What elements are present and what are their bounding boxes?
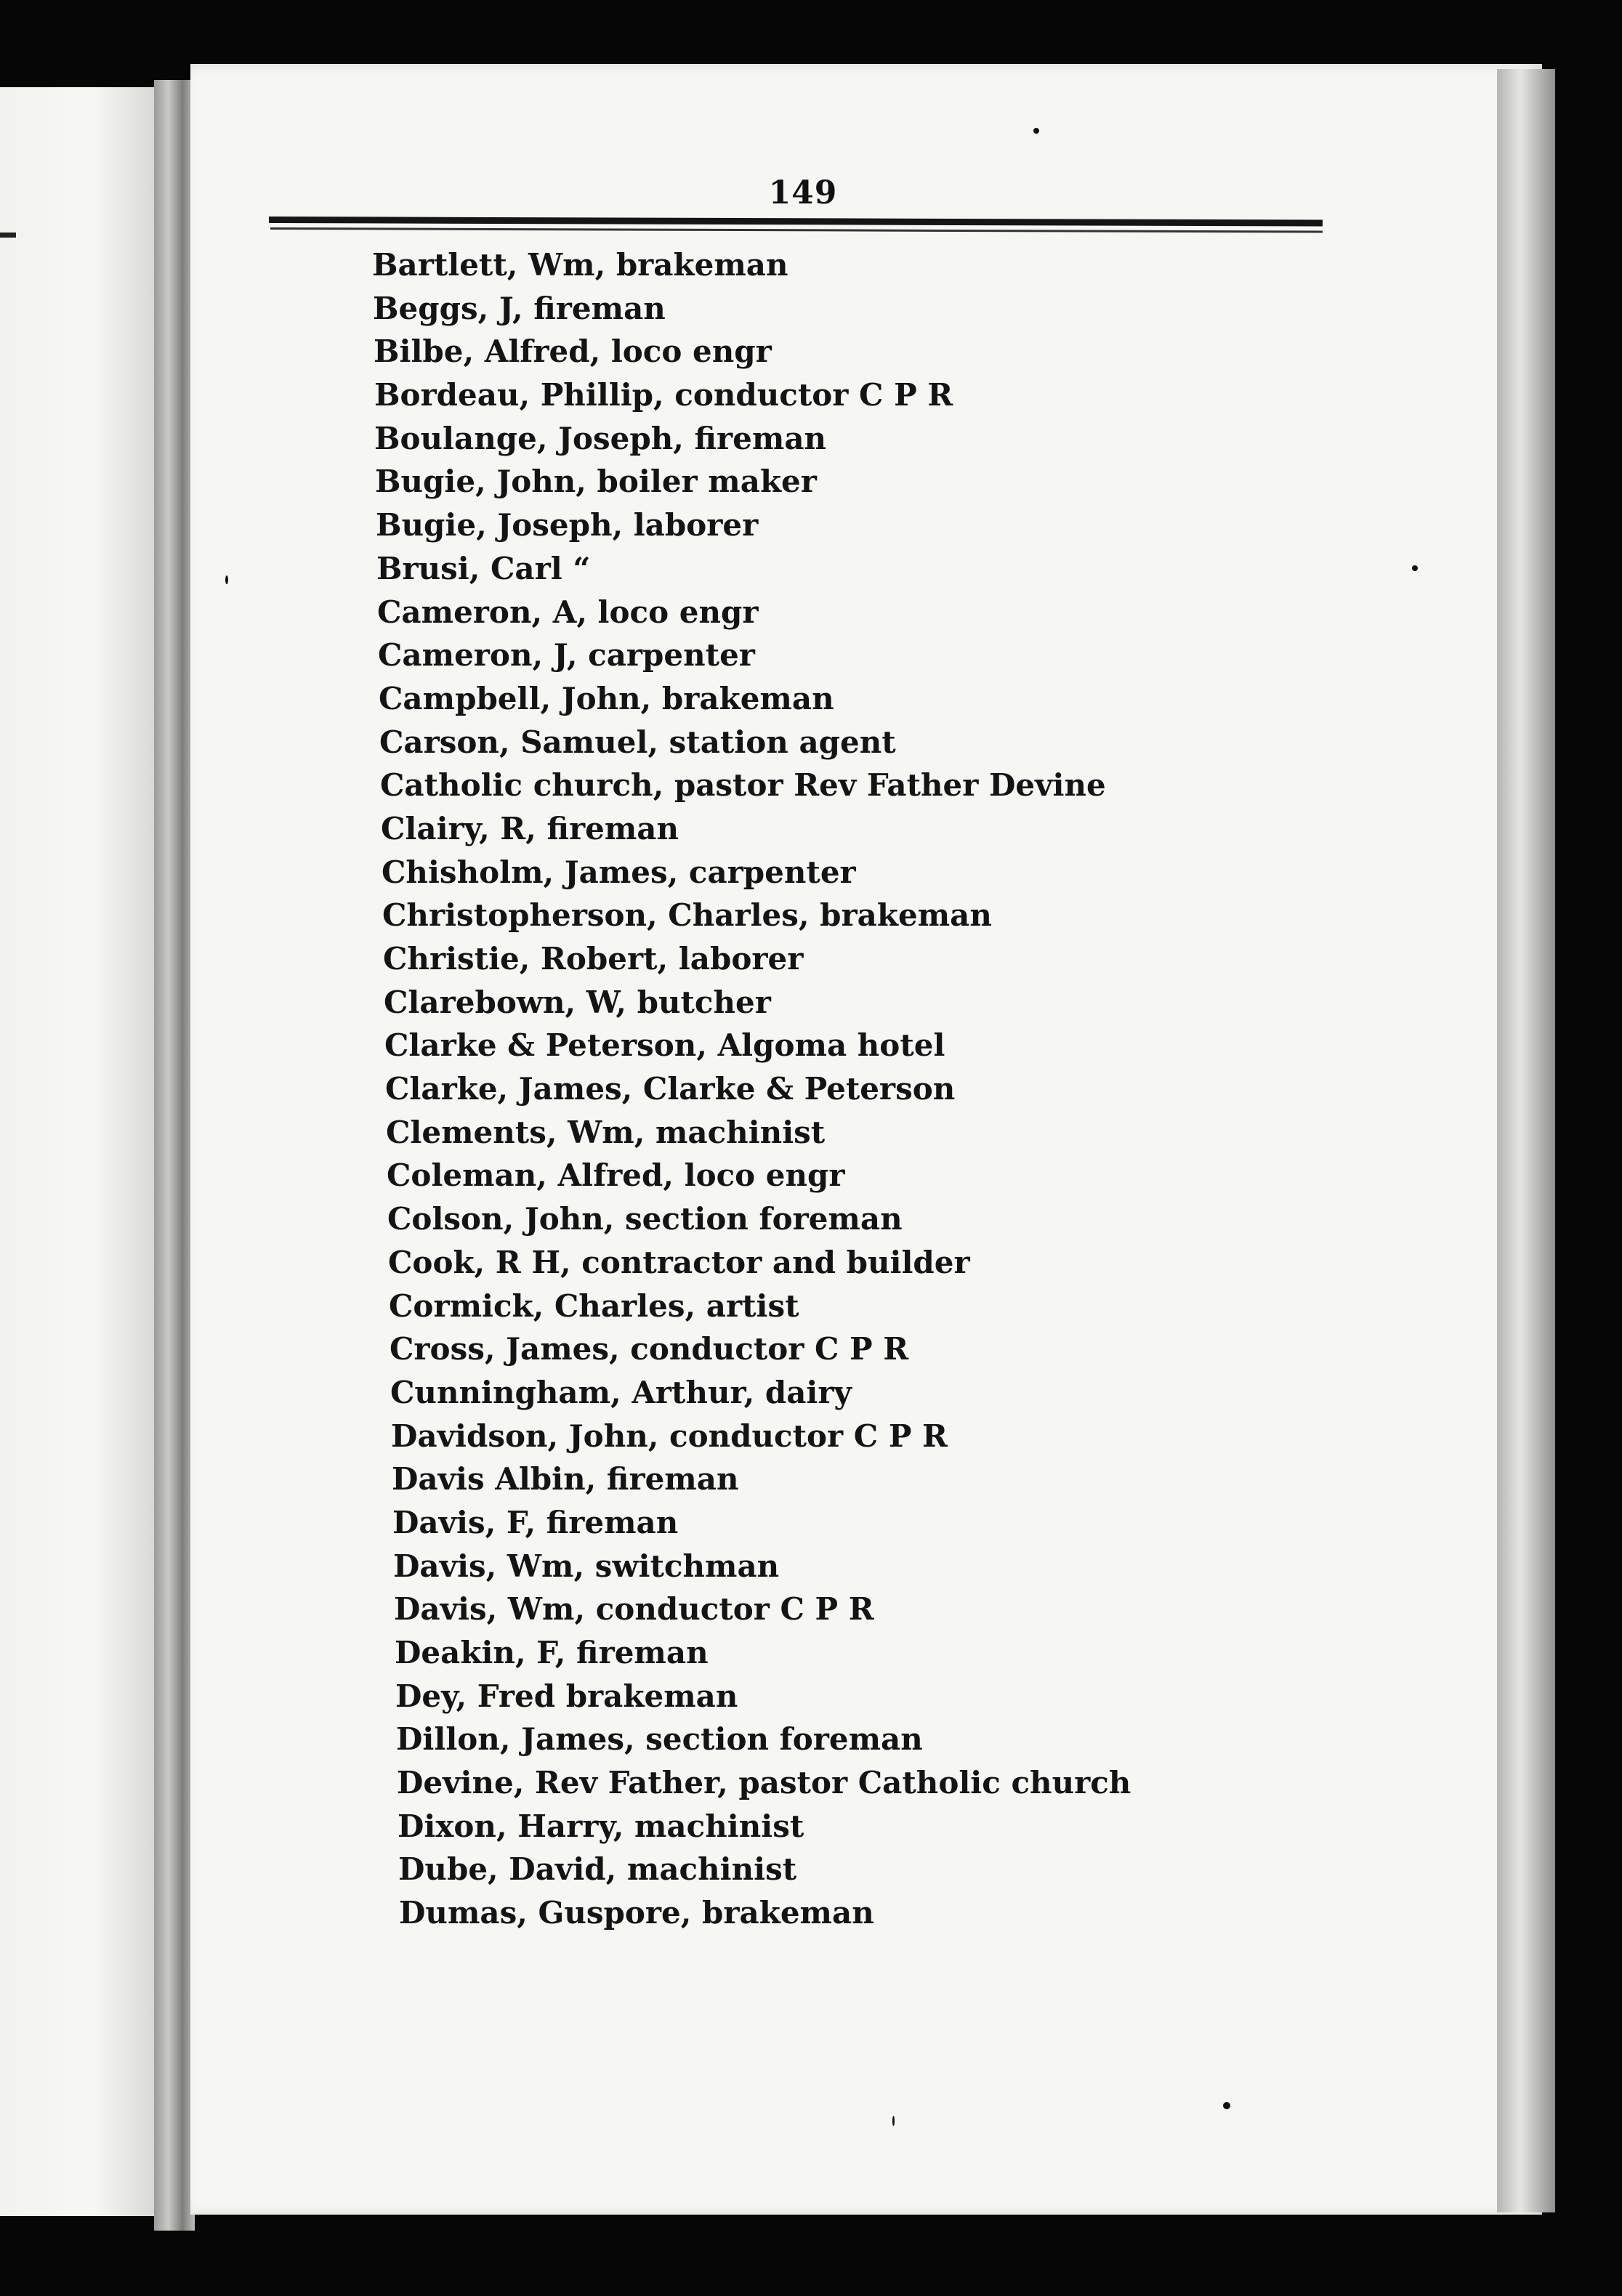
directory-entry: Clarebown, W, butcher: [384, 984, 771, 1020]
ink-speck: [225, 575, 228, 584]
directory-entry: Dumas, Guspore, brakeman: [399, 1895, 874, 1931]
directory-entry: Clements, Wm, machinist: [386, 1114, 826, 1150]
directory-entry: Christopherson, Charles, brakeman: [382, 897, 992, 934]
directory-entry: Campbell, John, brakeman: [379, 680, 834, 716]
directory-entry: Davis Albin, fireman: [392, 1461, 739, 1497]
directory-entry: Davis, Wm, switchman: [393, 1548, 780, 1584]
directory-entry: Colson, John, section foreman: [387, 1201, 903, 1237]
directory-entry: Clairy, R, fireman: [381, 810, 679, 846]
directory-entry: Cameron, J, carpenter: [378, 637, 755, 674]
directory-entry: Cook, R H, contractor and builder: [388, 1244, 970, 1280]
directory-entry: Cunningham, Arthur, dairy: [390, 1374, 852, 1410]
directory-entry: Carson, Samuel, station agent: [379, 724, 896, 760]
ink-speck: [1223, 2102, 1230, 2109]
directory-entry: Bilbe, Alfred, loco engr: [374, 334, 772, 370]
directory-entry: Davis, F, fireman: [392, 1504, 679, 1540]
directory-entry: Clarke & Peterson, Algoma hotel: [384, 1027, 945, 1064]
page-number: 149: [768, 174, 838, 211]
book-gutter: [154, 80, 195, 2231]
directory-entry: Bugie, John, boiler maker: [375, 464, 817, 500]
directory-entry: Davidson, John, conductor C P R: [391, 1418, 948, 1454]
directory-entry: Coleman, Alfred, loco engr: [387, 1157, 845, 1194]
directory-entry: Deakin, F, fireman: [395, 1635, 709, 1670]
directory-entry: Beggs, J, fireman: [373, 290, 666, 326]
directory-entry-list: [372, 243, 1317, 1935]
directory-entry: Boulange, Joseph, fireman: [374, 420, 827, 456]
directory-entry: Cameron, A, loco engr: [377, 594, 759, 630]
directory-entry: Devine, Rev Father, pastor Catholic church: [397, 1765, 1131, 1801]
directory-entry: Davis, Wm, conductor C P R: [394, 1591, 874, 1628]
directory-entry: Chisholm, James, carpenter: [382, 854, 856, 890]
directory-entry: Brusi, Carl “: [376, 550, 591, 586]
ink-speck: [892, 2116, 895, 2126]
ink-speck: [1412, 565, 1418, 571]
directory-entry: Bartlett, Wm, brakeman: [372, 247, 788, 283]
directory-entry: Dixon, Harry, machinist: [398, 1808, 804, 1844]
ink-speck: [1033, 128, 1039, 134]
previous-page-rule: [0, 233, 16, 238]
directory-entry: Catholic church, pastor Rev Father Devine: [380, 767, 1106, 804]
previous-page-fragment: [0, 87, 156, 2216]
directory-entry: Clarke, James, Clarke & Peterson: [385, 1071, 956, 1107]
directory-entry: Bugie, Joseph, laborer: [376, 507, 759, 543]
directory-entry: Bordeau, Phillip, conductor C P R: [374, 377, 953, 413]
directory-entry: Christie, Robert, laborer: [383, 941, 804, 977]
directory-entry: Dillon, James, section foreman: [396, 1721, 923, 1758]
directory-entry: Cormick, Charles, artist: [389, 1288, 799, 1324]
directory-entry: Dube, David, machinist: [398, 1851, 797, 1888]
directory-entry: Cross, James, conductor C P R: [390, 1331, 909, 1367]
page-edge: [1497, 69, 1555, 2212]
directory-entry: Dey, Fred brakeman: [395, 1678, 738, 1714]
